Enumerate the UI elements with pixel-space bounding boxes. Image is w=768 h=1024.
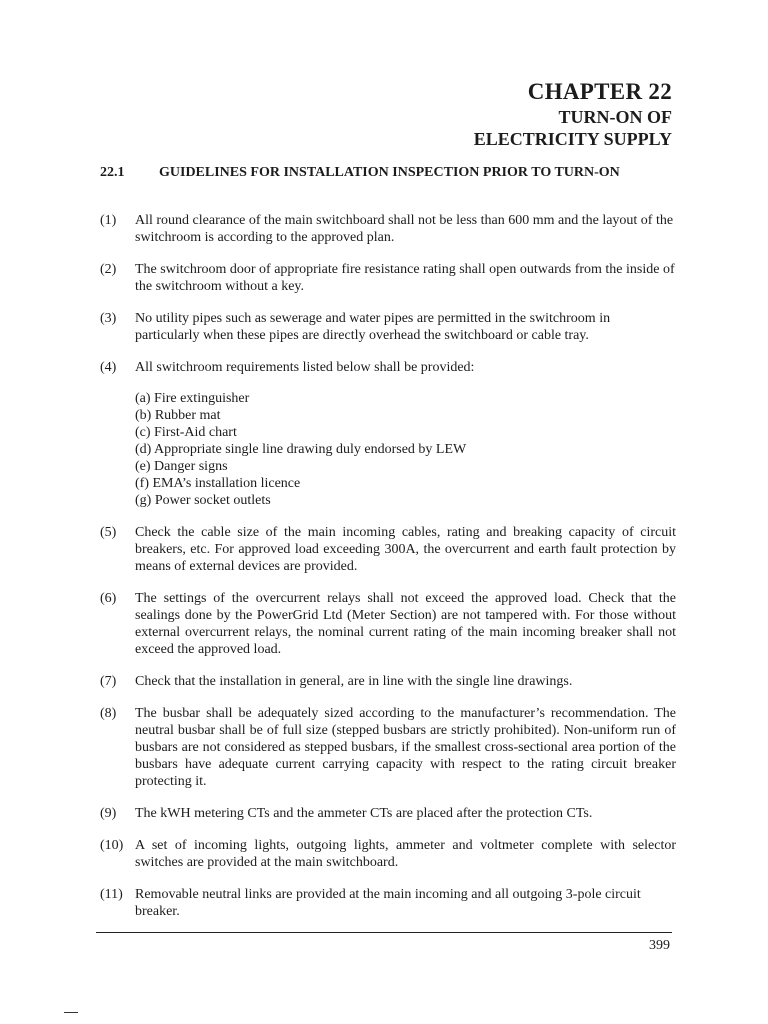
- item-text: The busbar shall be adequately sized according to the manufacturer’s recommendation. The neutral busbar shall be of full size (stepped busbars are strictly prohibited). Non-uniform run of busbars are not considered as stepped busbars, if the smallest cross-sectional area portion of the busbars have adequate current carrying capacity with respect to the rating circuit breaker protecting it.: [135, 706, 676, 789]
- item-text: All round clearance of the main switchboard shall not be less than 600 mm and the layout of the switchroom is according to the approved plan.: [135, 213, 674, 245]
- requirements-list: [135, 390, 676, 509]
- list-item: [100, 705, 676, 790]
- requirement-item: (g) Power socket outlets: [135, 493, 271, 508]
- section-heading: [100, 164, 680, 181]
- item-number: (2): [100, 262, 117, 277]
- chapter-heading: [474, 78, 672, 150]
- item-number: (9): [100, 806, 117, 821]
- requirement-item: (b) Rubber mat: [135, 408, 221, 423]
- item-number: (4): [100, 360, 117, 375]
- item-text: The kWH metering CTs and the ammeter CTs are placed after the protection CTs.: [135, 806, 593, 821]
- item-number: (6): [100, 591, 117, 606]
- item-text: The switchroom door of appropriate fire resistance rating shall open outwards from the inside of the switchroom without a key.: [135, 262, 675, 294]
- section-title: GUIDELINES FOR INSTALLATION INSPECTION PRIOR TO TURN-ON: [159, 165, 620, 180]
- item-text: A set of incoming lights, outgoing lights, ammeter and voltmeter complete with selector switches are provided at the main switchboard.: [135, 838, 676, 870]
- requirement-item: (a) Fire extinguisher: [135, 391, 250, 406]
- margin-mark: [64, 1012, 78, 1013]
- item-number: (3): [100, 311, 117, 326]
- item-number: (10): [100, 838, 124, 853]
- requirement-item: (e) Danger signs: [135, 459, 228, 474]
- section-number: 22.1: [100, 165, 125, 180]
- list-item: [100, 524, 676, 575]
- footer-divider: [96, 932, 672, 933]
- list-item: [100, 673, 676, 690]
- item-number: (8): [100, 706, 117, 721]
- item-text: All switchroom requirements listed below shall be provided:: [135, 360, 475, 375]
- requirement-item: (c) First-Aid chart: [135, 425, 237, 440]
- item-text: Check that the installation in general, are in line with the single line drawings.: [135, 674, 573, 689]
- list-item: [100, 886, 676, 920]
- requirement-item: (d) Appropriate single line drawing duly endorsed by LEW: [135, 442, 467, 457]
- list-item: [100, 310, 676, 344]
- chapter-number: CHAPTER 22: [527, 79, 672, 104]
- list-item: [100, 590, 676, 658]
- list-item: [100, 837, 676, 871]
- chapter-title-line-2: ELECTRICITY SUPPLY: [473, 129, 672, 149]
- list-item: [100, 359, 676, 509]
- list-item: [100, 212, 676, 246]
- item-text: No utility pipes such as sewerage and water pipes are permitted in the switchroom in particularly when these pipes are directly overhead the switchboard or cable tray.: [135, 311, 611, 343]
- item-number: (5): [100, 525, 117, 540]
- item-text: The settings of the overcurrent relays shall not exceed the approved load. Check that the sealings done by the PowerGrid Ltd (Meter Section) are not tampered with. For those without external overcurrent relays, the nominal current rating of the main incoming breaker shall not exceed the approved load.: [135, 591, 676, 657]
- chapter-title-line-1: TURN-ON OF: [558, 107, 672, 127]
- item-text: Check the cable size of the main incoming cables, rating and breaking capacity of circuit breakers, etc. For approved load exceeding 300A, the overcurrent and earth fault protection by means of external devices are provided.: [135, 525, 676, 574]
- requirement-item: (f) EMA’s installation licence: [135, 476, 301, 491]
- item-body: [135, 359, 676, 509]
- item-number: (11): [100, 887, 123, 902]
- list-item: [100, 261, 676, 295]
- item-number: (7): [100, 674, 117, 689]
- item-number: (1): [100, 213, 117, 228]
- page-number: 399: [649, 938, 670, 953]
- list-item: [100, 805, 676, 822]
- guideline-list: [100, 212, 676, 935]
- item-text: Removable neutral links are provided at the main incoming and all outgoing 3-pole circuit breaker.: [135, 887, 641, 919]
